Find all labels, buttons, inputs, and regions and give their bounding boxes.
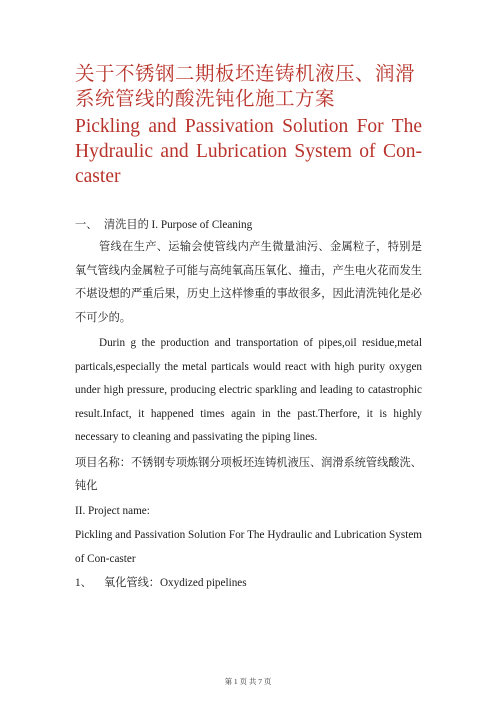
subsection-oxidized-pipelines [75,571,422,595]
project-name-english: Pickling and Passivation Solution For The Hydraulic and Lubrication System of Con-caster [75,528,422,565]
document-body [75,214,422,595]
purpose-paragraph-english: Durin g the production and transportation of pipes,oil residue,metal particals,especially the metal particals would react with high purity oxygen under high pressure, producing electric sparkling and leading to catastrophic result.Infact, it happened times again in the past.Therfore, it is highly necessary to cleaning and passivating the piping lines. [75,337,422,443]
project-name-heading: II. Project name: [75,504,150,517]
section-heading-text: 清洗目的 I. Purpose of Cleaning [104,219,253,231]
document-title-english: Pickling and Passivation Solution For The Hydraulic and Lubrication System of Con-caster [75,116,422,187]
section-number: 一、 [75,219,98,231]
page-footer: 第 1 页 共 7 页 [224,677,272,686]
project-name-chinese: 项目名称：不锈钢专项炼钢分项板坯连铸机液压、润滑系统管线酸洗、钝化 [75,456,422,492]
section-heading-purpose [75,214,422,236]
subsection-text: 氧化管线：Oxydized pipelines [104,576,247,589]
document-title-chinese: 关于不锈钢二期板坯连铸机液压、润滑系统管线的酸洗钝化施工方案 [75,64,416,110]
purpose-paragraph-chinese: 管线在生产、运输会使管线内产生微量油污、金属粒子，特别是氧气管线内金属粒子可能与高纯氧高压氧化、撞击，产生电火花而发生不堪设想的严重后果，历史上这样惨重的事故很多，因此清洗钝化是必不可少的。 [75,241,422,324]
subsection-number: 1、 [75,576,92,589]
